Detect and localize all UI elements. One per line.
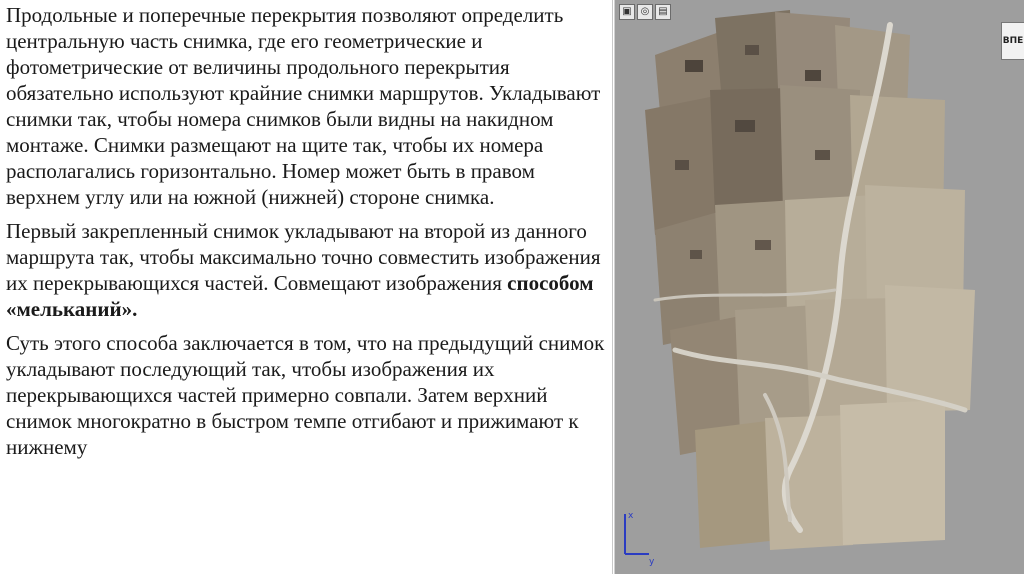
column-divider <box>612 0 613 574</box>
layers-icon[interactable]: ▤ <box>655 4 671 20</box>
target-icon[interactable]: ◎ <box>637 4 653 20</box>
building-mark <box>685 60 703 72</box>
photo-tiles <box>645 10 975 550</box>
building-mark <box>805 70 821 81</box>
viewer-toolbar <box>619 4 671 20</box>
building-mark <box>755 240 771 250</box>
side-label: ВПЕ <box>1001 22 1024 60</box>
building-mark <box>675 160 689 170</box>
aerial-photo-mosaic <box>615 0 1024 574</box>
building-mark <box>735 120 755 132</box>
axis-x-label: x <box>628 511 634 521</box>
body-text <box>6 2 612 468</box>
building-mark <box>745 45 759 55</box>
photo-tile <box>715 200 797 325</box>
photo-tile <box>840 400 945 545</box>
paragraph-2-text: Первый закрепленный снимок укладывают на второй из данного маршрута так, чтобы максимально точно совместить изображения их перекрывающихся частей. Совмещают изображения <box>6 219 601 295</box>
paragraph-1: Продольные и поперечные перекрытия позволяют определить центральную часть снимка, где его геометрические и фотометрические от величины продольного перекрытия обязательно используют крайние снимки маршрутов. Укладывают снимки так, чтобы номера снимков были видны на накидном монтаже. Снимки размещают на щите так, чтобы их номера располагались горизонтально. Номер может быть в правом верхнем углу или на южной (нижней) стороне снимка. <box>6 3 601 209</box>
photo-mosaic-viewer <box>614 0 1024 574</box>
photo-tile <box>765 415 853 550</box>
paragraph-3: Суть этого способа заключается в том, что на предыдущий снимок укладывают последующий так, чтобы изображения их перекрывающихся частей примерно совпали. Затем верхний снимок многократно в быстром темпе отгибают и прижимают к нижнему <box>6 331 605 459</box>
paragraph-2 <box>6 218 612 322</box>
view-icon[interactable]: ▣ <box>619 4 635 20</box>
building-mark <box>815 150 830 160</box>
building-mark <box>690 250 702 259</box>
coordinate-axes <box>617 506 657 566</box>
axis-y-label: y <box>649 557 655 566</box>
paragraph-2-bold: способом «мельканий». <box>6 271 594 321</box>
